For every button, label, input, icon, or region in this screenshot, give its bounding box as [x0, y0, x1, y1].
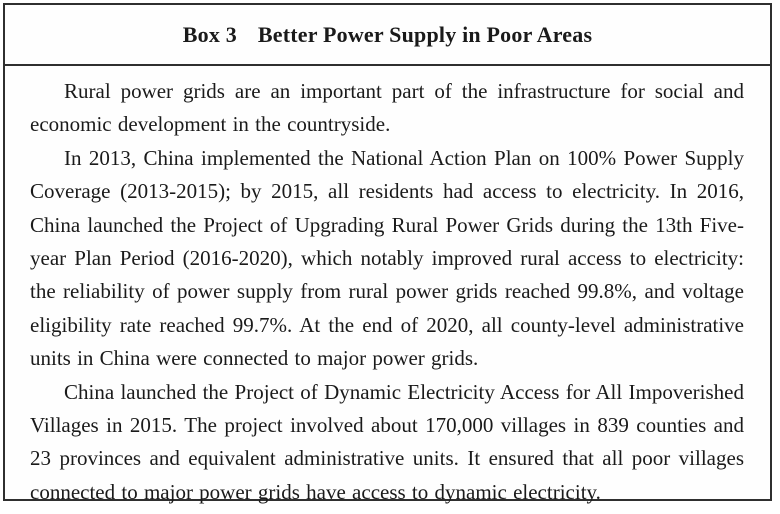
paragraph: China launched the Project of Dynamic Electricity Access for All Impoverished Villages in 2015. The project involved about 170,000 villages in 839 counties and 23 provinces and equivalent administrative units. It ensured that all poor villages connected to major power grids have access to dynamic electricity.	[30, 379, 744, 504]
info-box	[3, 3, 772, 504]
paragraph: In 2013, China implemented the National Action Plan on 100% Power Supply Coverage (2013-2015); by 2015, all residents had access to electricity. In 2016, China launched the Project of Upgrading Rural Power Grids during the 13th Five-year Plan Period (2016-2020), which notably improved rural access to electricity: the reliability of power supply from rural power grids reached 99.8%, and voltage eligibility rate reached 99.7%. At the end of 2020, all county-level administrative units in China were connected to major power grids.	[30, 145, 744, 371]
box-body	[5, 66, 770, 509]
box-title	[183, 22, 592, 48]
box-number-label: Box 3	[182, 21, 237, 47]
paragraph: Rural power grids are an important part of the infrastructure for social and economic development in the countryside.	[30, 79, 744, 137]
box-title-text: Better Power Supply in Poor Areas	[257, 21, 593, 47]
box-title-bar	[5, 5, 770, 66]
